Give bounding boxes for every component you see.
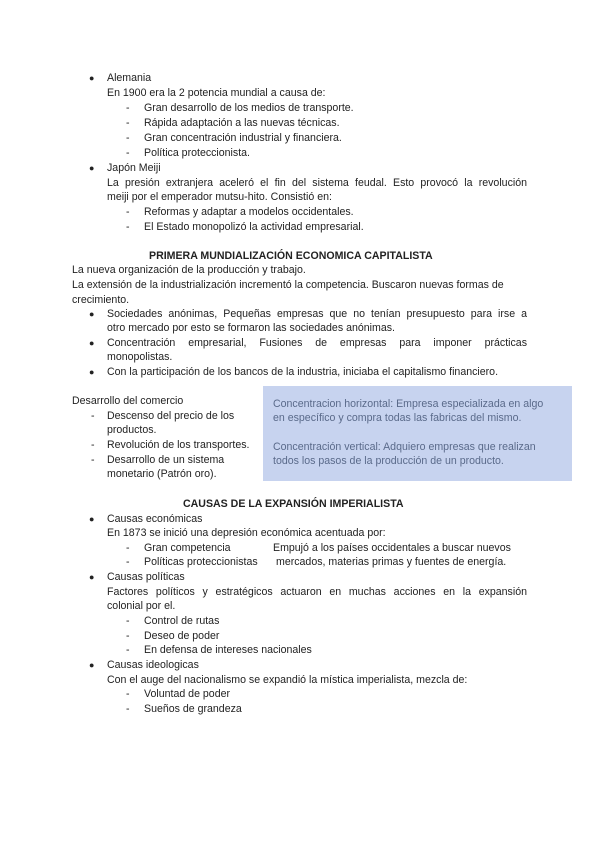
causas-eco-intro: En 1873 se inició una depresión económica acentuada por: (107, 527, 386, 539)
dash-icon: - (91, 410, 95, 422)
alemania-item-1: Gran desarrollo de los medios de transporte. (144, 102, 354, 114)
dash-icon: - (126, 703, 130, 715)
dash-icon: - (126, 630, 130, 642)
bullet-icon: ● (89, 309, 95, 319)
dash-icon: - (126, 688, 130, 700)
bullet-icon: ● (89, 73, 95, 83)
causas-ide-intro: Con el auge del nacionalismo se expandió la mística imperialista, mezcla de: (107, 674, 468, 686)
alemania-item-4: Política proteccionista. (144, 147, 250, 159)
mundializacion-b3: Con la participación de los bancos de la industria, iniciaba el capitalismo financiero. (107, 366, 499, 378)
bullet-icon: ● (89, 367, 95, 377)
dash-icon: - (126, 221, 130, 233)
dash-icon: - (126, 556, 130, 568)
comercio-item-1a: Descenso del precio de los (107, 410, 235, 422)
section-heading-mundializacion: PRIMERA MUNDIALIZACIÓN ECONOMICA CAPITALISTA (149, 250, 433, 262)
dash-icon: - (126, 132, 130, 144)
note-vertical-2: todos los pasos de la producción de un producto. (273, 455, 504, 467)
causas-pol-item-2: Deseo de poder (144, 630, 220, 642)
dash-icon: - (126, 542, 130, 554)
causas-pol-item-3: En defensa de intereses nacionales (144, 644, 312, 656)
comercio-item-1b: productos. (107, 424, 157, 436)
note-box (263, 386, 572, 481)
bullet-icon: ● (89, 338, 95, 348)
alemania-intro: En 1900 era la 2 potencia mundial a causa de: (107, 87, 326, 99)
dash-icon: - (126, 644, 130, 656)
bullet-icon: ● (89, 163, 95, 173)
dash-icon: - (126, 615, 130, 627)
alemania-item-3: Gran concentración industrial y financiera. (144, 132, 342, 144)
causas-eco-title: Causas económicas (107, 513, 203, 525)
bullet-icon: ● (89, 514, 95, 524)
alemania-item-2: Rápida adaptación a las nuevas técnicas. (144, 117, 340, 129)
causas-pol-line-2: colonial por el. (107, 600, 176, 612)
mundializacion-p1: La nueva organización de la producción y trabajo. (72, 264, 306, 276)
mundializacion-b1a: Sociedades anónimas, Pequeñas empresas que no tenían presupuesto para irse a (107, 308, 527, 320)
causas-ide-item-1: Voluntad de poder (144, 688, 231, 700)
japon-line-2: meiji por el emperador mutsu-hito. Consistió en: (107, 191, 332, 203)
note-horizontal-1: Concentracion horizontal: Empresa especializada en algo (273, 398, 544, 410)
japon-item-2: El Estado monopolizó la actividad empresarial. (144, 221, 364, 233)
alemania-title: Alemania (107, 72, 152, 84)
mundializacion-b2a: Concentración empresarial, Fusiones de empresas para imponer prácticas (107, 337, 527, 349)
causas-pol-title: Causas políticas (107, 571, 185, 583)
japon-title: Japón Meiji (107, 162, 161, 174)
causas-eco-item-1b: Empujó a los países occidentales a buscar nuevos (273, 542, 511, 554)
japon-line-1: La presión extranjera aceleró el fin del sistema feudal. Esto provocó la revolución (107, 177, 527, 189)
dash-icon: - (126, 117, 130, 129)
note-vertical-1: Concentración vertical: Adquiero empresas que realizan (273, 441, 536, 453)
causas-ide-title: Causas ideologicas (107, 659, 199, 671)
section-heading-causas: CAUSAS DE LA EXPANSIÓN IMPERIALISTA (183, 498, 404, 510)
comercio-item-3a: Desarrollo de un sistema (107, 454, 225, 466)
dash-icon: - (126, 206, 130, 218)
comercio-item-3b: monetario (Patrón oro). (107, 468, 217, 480)
causas-ide-item-2: Sueños de grandeza (144, 703, 242, 715)
mundializacion-p2a: La extensión de la industrialización incrementó la competencia. Buscaron nuevas formas de (72, 279, 504, 291)
bullet-icon: ● (89, 660, 95, 670)
causas-eco-item-2: Políticas proteccionistas (144, 556, 258, 568)
bullet-icon: ● (89, 572, 95, 582)
japon-item-1: Reformas y adaptar a modelos occidentales. (144, 206, 354, 218)
comercio-item-2: Revolución de los transportes. (107, 439, 250, 451)
dash-icon: - (126, 147, 130, 159)
mundializacion-b2b: monopolistas. (107, 351, 173, 363)
dash-icon: - (91, 454, 95, 466)
causas-pol-item-1: Control de rutas (144, 615, 220, 627)
comercio-title: Desarrollo del comercio (72, 395, 184, 407)
dash-icon: - (91, 439, 95, 451)
note-horizontal-2: en específico y compra todas las fabricas del mismo. (273, 412, 522, 424)
causas-eco-item-2b: mercados, materias primas y fuentes de energía. (276, 556, 507, 568)
mundializacion-b1b: otro mercado por esto se formaron las sociedades anónimas. (107, 322, 395, 334)
dash-icon: - (126, 102, 130, 114)
mundializacion-p2b: crecimiento. (72, 294, 130, 306)
causas-eco-item-1: Gran competencia (144, 542, 231, 554)
causas-pol-line-1: Factores políticos y estratégicos actuaron en muchas acciones en la expansión (107, 586, 527, 598)
